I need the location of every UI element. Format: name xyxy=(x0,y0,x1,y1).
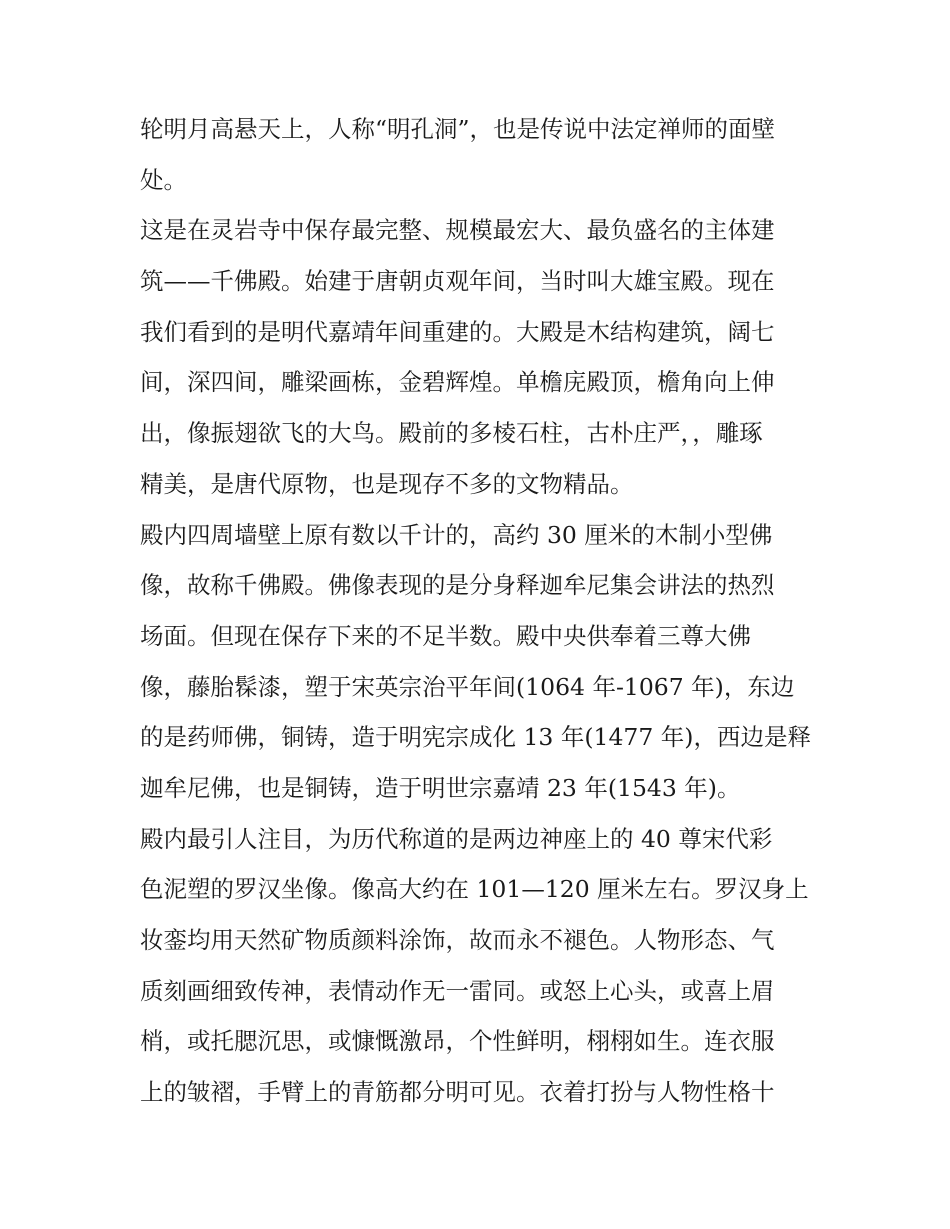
text-line: 殿内四周墙壁上原有数以千计的，高约 30 厘米的木制小型佛 xyxy=(140,520,773,549)
text-line: 色泥塑的罗汉坐像。像高大约在 101—120 厘米左右。罗汉身上 xyxy=(140,875,809,904)
text-line: 梢，或托腮沉思，或慷慨激昂，个性鲜明，栩栩如生。连衣服 xyxy=(140,1027,775,1056)
text-line: 迦牟尼佛，也是铜铸，造于明世宗嘉靖 23 年(1543 年)。 xyxy=(140,773,741,802)
text-line: 出，像振翅欲飞的大鸟。殿前的多棱石柱，古朴庄严，，雕琢 xyxy=(140,419,763,448)
text-line: 的是药师佛，铜铸，造于明宪宗成化 13 年(1477 年)，西边是释 xyxy=(140,723,811,752)
text-line: 质刻画细致传神，表情动作无一雷同。或怒上心头，或喜上眉 xyxy=(140,976,775,1005)
text-line: 这是在灵岩寺中保存最完整、规模最宏大、最负盛名的主体建 xyxy=(140,216,775,245)
text-line: 轮明月高悬天上，人称“明孔洞”，也是传说中法定禅师的面壁 xyxy=(140,115,776,143)
document-page xyxy=(140,104,820,1118)
text-line: 精美，是唐代原物，也是现存不多的文物精品。 xyxy=(140,469,634,498)
text-line: 间，深四间，雕梁画栋，金碧辉煌。单檐庑殿顶，檐角向上伸 xyxy=(140,368,775,397)
text-line: 上的皱褶，手臂上的青筋都分明可见。衣着打扮与人物性格十 xyxy=(140,1078,775,1107)
text-line: 筑——千佛殿。始建于唐朝贞观年间，当时叫大雄宝殿。现在 xyxy=(140,267,775,296)
text-line: 像，藤胎髹漆，塑于宋英宗治平年间(1064 年-1067 年)，东边 xyxy=(140,672,795,701)
text-line: 我们看到的是明代嘉靖年间重建的。大殿是木结构建筑，阔七 xyxy=(140,317,775,346)
text-line: 场面。但现在保存下来的不足半数。殿中央供奉着三尊大佛 xyxy=(140,621,751,650)
text-line: 妆銮均用天然矿物质颜料涂饰，故而永不褪色。人物形态、气 xyxy=(140,926,775,954)
text-line: 处。 xyxy=(140,165,187,194)
text-line: 像，故称千佛殿。佛像表现的是分身释迦牟尼集会讲法的热烈 xyxy=(140,571,775,600)
text-line: 殿内最引人注目，为历代称道的是两边神座上的 40 尊宋代彩 xyxy=(140,824,773,853)
